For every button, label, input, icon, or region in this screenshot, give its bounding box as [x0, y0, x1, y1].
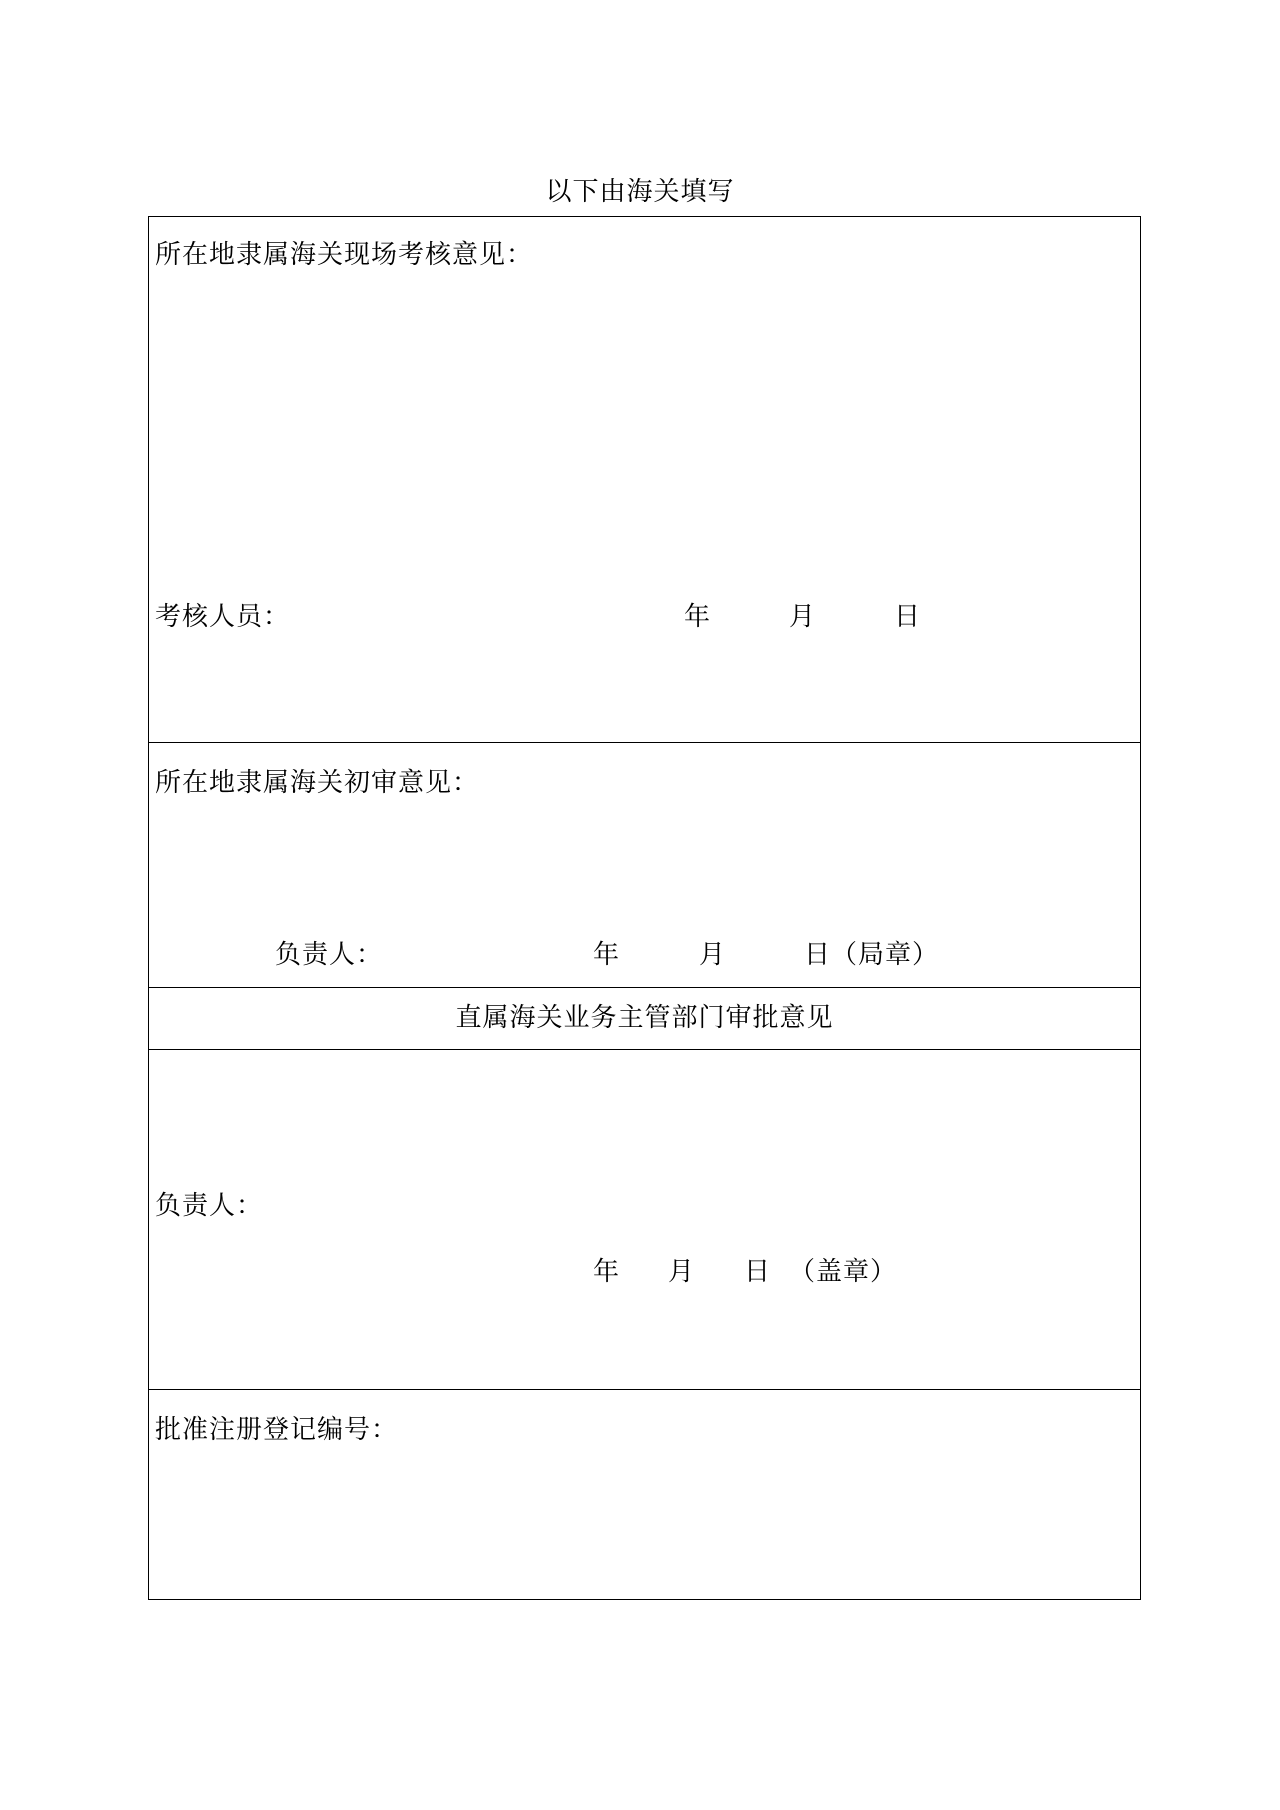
- onsite-month-label: 月: [789, 602, 817, 632]
- preliminary-year-label: 年: [593, 940, 621, 970]
- approval-month-label: 月: [668, 1257, 696, 1287]
- approval-day-label: 日: [744, 1257, 772, 1287]
- approval-header-section: [149, 987, 1140, 1049]
- examiner-label: 考核人员：: [155, 602, 291, 632]
- page-heading: 以下由海关填写: [545, 177, 735, 207]
- approval-person-label: 负责人：: [155, 1191, 264, 1221]
- approval-seal-label: （盖章）: [789, 1257, 898, 1287]
- approval-section: [149, 1049, 1140, 1389]
- approval-header: 直属海关业务主管部门审批意见: [455, 1003, 834, 1033]
- registration-section: [149, 1389, 1140, 1601]
- registration-number-label: 批准注册登记编号：: [155, 1415, 399, 1445]
- customs-form-table: [148, 216, 1141, 1600]
- preliminary-review-label: 所在地隶属海关初审意见：: [155, 768, 480, 798]
- onsite-review-section: [149, 217, 1140, 742]
- onsite-review-label: 所在地隶属海关现场考核意见：: [155, 240, 534, 270]
- preliminary-month-label: 月: [699, 940, 727, 970]
- onsite-day-label: 日: [894, 602, 922, 632]
- preliminary-review-section: [149, 742, 1140, 987]
- preliminary-person-label: 负责人：: [275, 940, 384, 970]
- onsite-year-label: 年: [684, 602, 712, 632]
- preliminary-day-seal-label: 日（局章）: [804, 940, 940, 970]
- approval-year-label: 年: [593, 1257, 621, 1287]
